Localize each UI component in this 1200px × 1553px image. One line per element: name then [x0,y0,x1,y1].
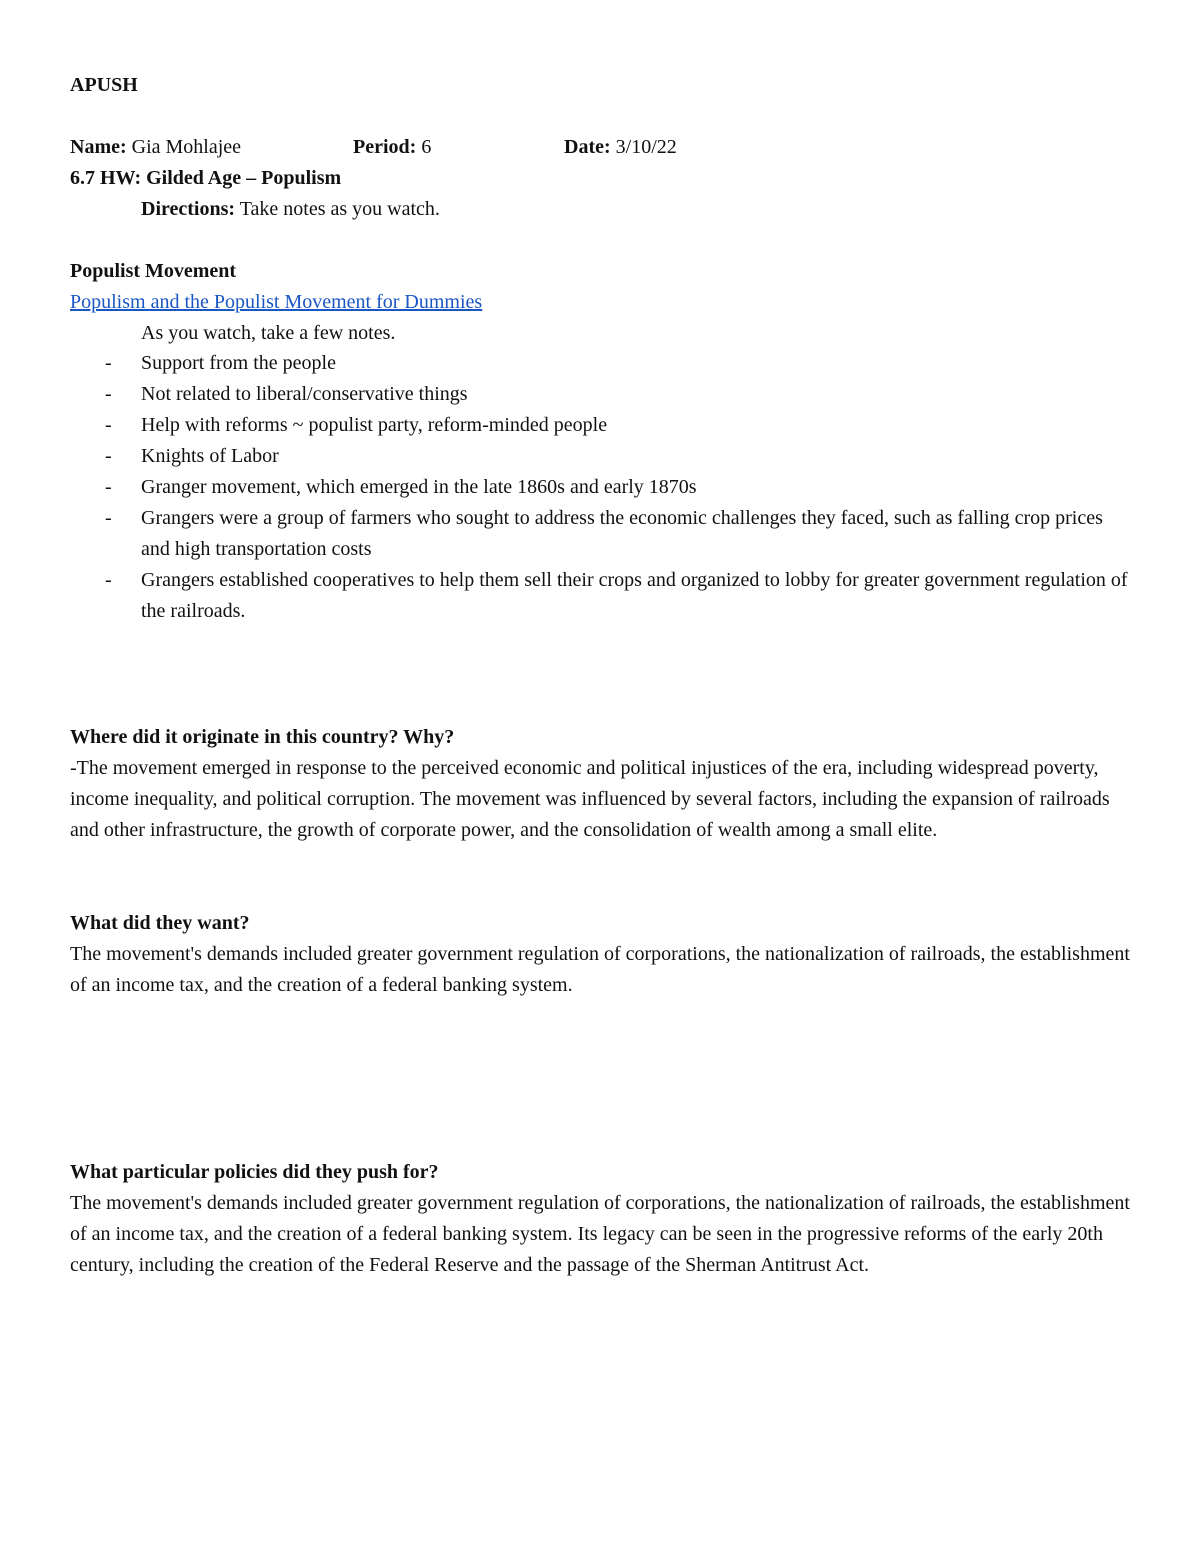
answer-origin: -The movement emerged in response to the perceived economic and political injustices of the era, including widespread poverty, income inequality, and political corruption. The movement was influenced by several factors, including the expansion of railroads and other infrastructure, the growth of corporate power, and the consolidation of wealth among a small elite. [70,757,1110,841]
video-link[interactable]: Populism and the Populist Movement for Dummies [70,291,483,313]
list-item: - Grangers were a group of farmers who sought to address the economic challenges they faced, such as falling crop prices and high transportation costs [105,507,1103,560]
question-origin: Where did it originate in this country? Why? [70,726,455,748]
name-field: Name: Gia Mohlajee [70,136,242,158]
list-item: - Help with reforms ~ populist party, reform-minded people [105,414,608,436]
notes-instruction: As you watch, take a few notes. [141,322,396,344]
list-item: - Knights of Labor [105,445,279,467]
directions-text: Take notes as you watch. [239,198,440,220]
name-value: Gia Mohlajee [131,136,242,158]
date-field: Date: 3/10/22 [564,136,677,158]
assignment-title: 6.7 HW: Gilded Age – Populism [70,167,342,189]
answer-wants: The movement's demands included greater government regulation of corporations, the nationalization of railroads, the establishment of an income tax, and the creation of a federal banking system. [70,943,1130,996]
list-item: - Granger movement, which emerged in the late 1860s and early 1870s [105,476,697,498]
list-item: - Grangers established cooperatives to help them sell their crops and organized to lobby for greater government regulation of the railroads. [105,569,1128,622]
video-link-line [70,287,482,318]
period-field: Period: 6 [353,136,432,158]
notes-list [70,348,1130,627]
directions-line [141,194,440,225]
answer-policies: The movement's demands included greater government regulation of corporations, the nationalization of railroads, the establishment of an income tax, and the creation of a federal banking system. Its legacy can be seen in the progressive reforms of the early 20th century, including the creation of the Federal Reserve and the passage of the Sherman Antitrust Act. [70,1192,1130,1276]
course-title: APUSH [70,74,138,96]
period-value: 6 [421,136,432,158]
list-item: - Support from the people [105,352,336,374]
section-heading: Populist Movement [70,260,237,282]
list-item: - Not related to liberal/conservative things [105,383,468,405]
question-policies: What particular policies did they push for? [70,1161,439,1183]
directions-label: Directions: [141,198,236,220]
question-wants: What did they want? [70,912,250,934]
date-value: 3/10/22 [615,136,677,158]
